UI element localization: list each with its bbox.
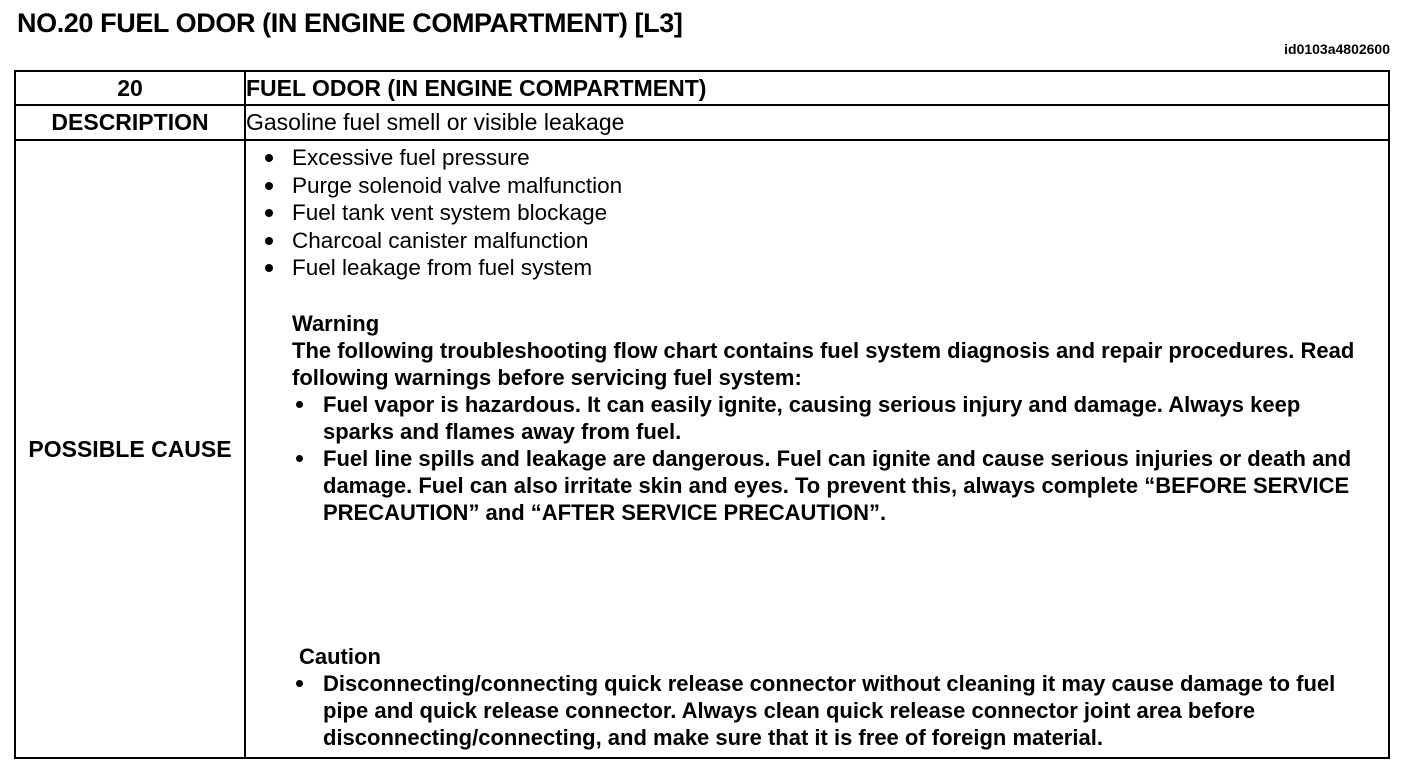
list-item: [255, 254, 622, 282]
bullet-icon: [265, 237, 273, 245]
list-item: [292, 391, 1372, 445]
caution-block: [299, 643, 1374, 751]
cause-text: Fuel tank vent system blockage: [292, 200, 608, 225]
symptom-number-cell: [15, 71, 245, 105]
list-item: [292, 445, 1372, 526]
warning-text: Fuel line spills and leakage are dangerous. Fuel can ignite and cause serious injuries or death and damage. Fuel can also irritate skin and eyes. To prevent this, always complete “BEFORE SERVICE PRECAUTION” and “AFTER SERVICE PRECAUTION”.: [323, 446, 1352, 525]
warning-intro: The following troubleshooting flow chart contains fuel system diagnosis and repair procedures. Read following warnings before servicing fuel system:: [292, 338, 1355, 390]
table-row: [15, 105, 1389, 140]
table-row: [15, 71, 1389, 105]
cause-list: [255, 144, 622, 282]
caution-list: [299, 670, 1374, 751]
list-item: [255, 172, 622, 200]
bullet-icon: [265, 182, 273, 190]
diagnosis-table: [14, 70, 1390, 759]
possible-cause-content: [246, 141, 1388, 757]
symptom-heading-cell: [245, 71, 1389, 105]
bullet-icon: [265, 264, 273, 272]
list-item: [255, 199, 622, 227]
bullet-icon: [265, 154, 273, 162]
bullet-icon: [296, 401, 303, 408]
description-text-cell: [245, 105, 1389, 140]
warning-block: [292, 310, 1372, 526]
list-item: [255, 144, 622, 172]
caution-heading: Caution: [299, 644, 381, 669]
symptom-number: 20: [117, 74, 143, 101]
cause-text: Excessive fuel pressure: [292, 145, 530, 170]
cause-text: Fuel leakage from fuel system: [292, 255, 593, 280]
page-title: NO.20 FUEL ODOR (IN ENGINE COMPARTMENT) [L3]: [17, 8, 683, 38]
warning-list: [292, 391, 1372, 526]
cause-text: Purge solenoid valve malfunction: [292, 172, 623, 198]
possible-cause-label: POSSIBLE CAUSE: [28, 435, 232, 462]
description-label-cell: [15, 105, 245, 140]
symptom-heading: FUEL ODOR (IN ENGINE COMPARTMENT): [246, 74, 707, 101]
description-label: DESCRIPTION: [51, 109, 209, 135]
caution-text: Disconnecting/connecting quick release connector without cleaning it may cause damage to fuel pipe and quick release connector. Always clean quick release connector joint area before disconnecting/connecting, and make sure that it is free of foreign material.: [323, 671, 1336, 750]
description-text: Gasoline fuel smell or visible leakage: [246, 109, 625, 135]
table-row: [15, 140, 1389, 758]
warning-text: Fuel vapor is hazardous. It can easily ignite, causing serious injury and damage. Always keep sparks and flames away from fuel.: [323, 392, 1301, 444]
document-id: id0103a4802600: [1284, 41, 1390, 57]
list-item: [255, 227, 622, 255]
bullet-icon: [296, 455, 303, 462]
possible-cause-content-cell: [245, 140, 1389, 758]
bullet-icon: [296, 680, 303, 687]
cause-text: Charcoal canister malfunction: [292, 227, 589, 253]
list-item: [299, 670, 1374, 751]
bullet-icon: [265, 209, 273, 217]
possible-cause-label-cell: [15, 140, 245, 758]
warning-heading: Warning: [292, 311, 380, 336]
